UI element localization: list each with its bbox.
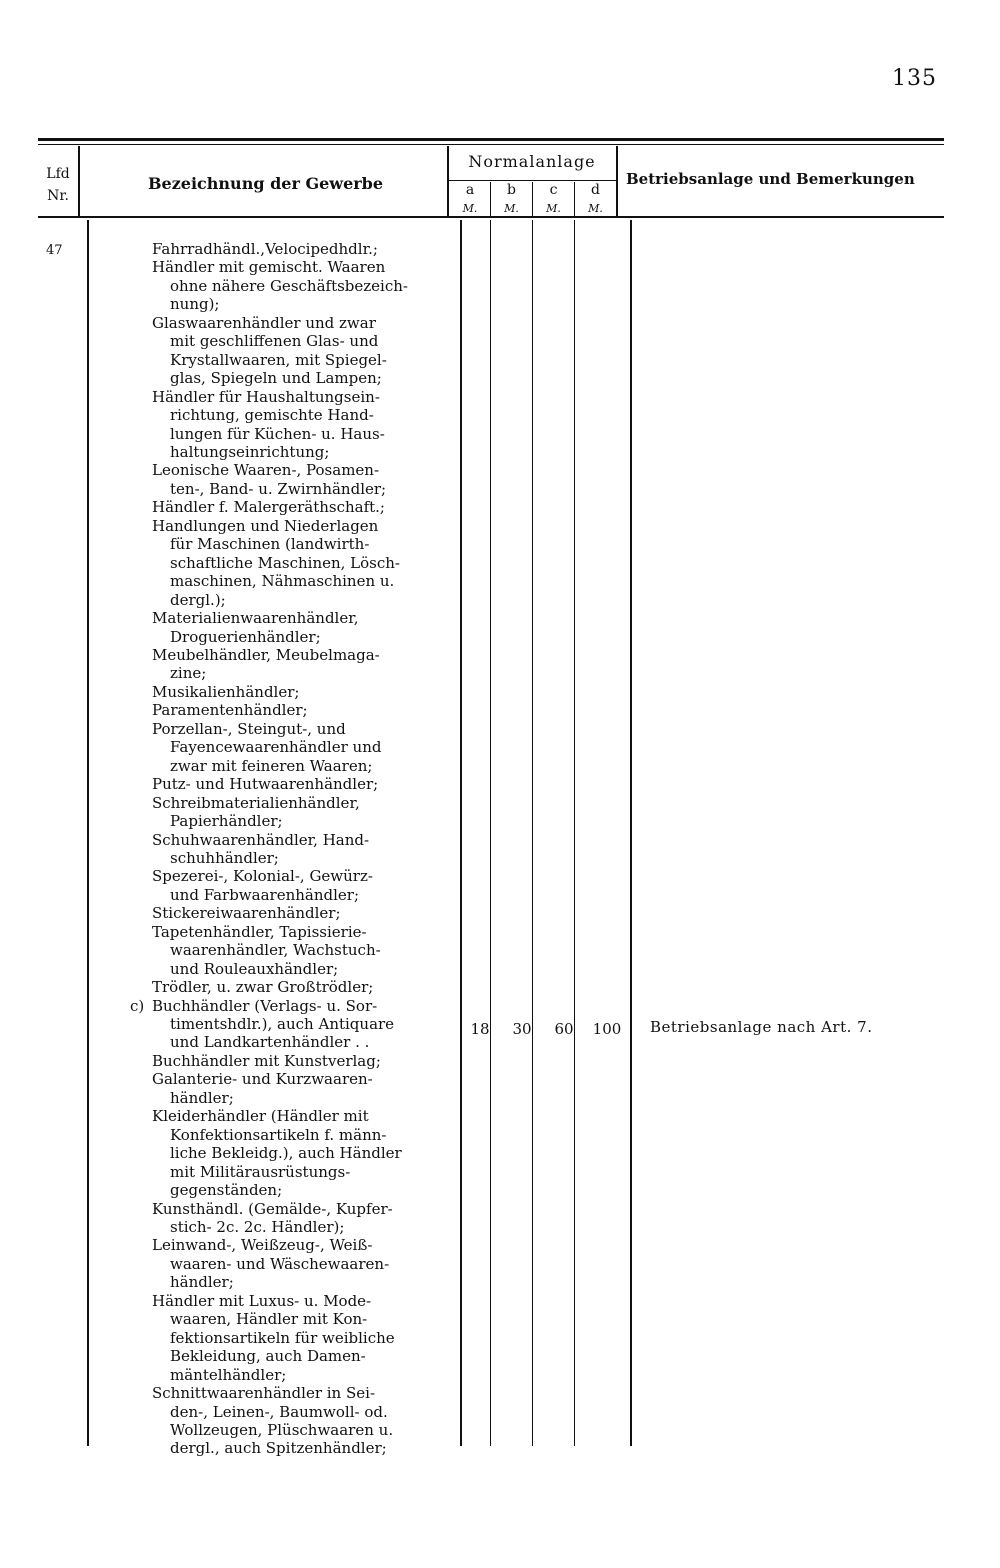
col-divider-number (78, 146, 80, 218)
header-normal: Normalanlage (468, 152, 596, 171)
entry-line: Putz- und Hutwaarenhändler; (152, 775, 379, 794)
col-divider-remarks (616, 146, 618, 218)
value-b: 30 (512, 1020, 532, 1038)
entry-line: Leinwand-, Weißzeug-, Weiß- (152, 1236, 373, 1255)
trade-entry (152, 867, 448, 904)
trade-entry (152, 1052, 448, 1070)
entry-line: Händler mit gemischt. Waaren (152, 258, 386, 277)
entry-line: Schnittwaarenhändler in Sei- (152, 1384, 376, 1403)
body-divider-cd (574, 220, 575, 1446)
top-rule-thick (38, 138, 944, 141)
entry-line: fektionsartikeln für weibliche (170, 1328, 395, 1347)
entry-line: Tapetenhändler, Tapissierie- (152, 922, 367, 941)
trade-entry (130, 996, 448, 1052)
entry-line: Leonische Waaren-, Posamen- (152, 461, 380, 480)
page-number: 135 (892, 66, 937, 91)
entry-line: richtung, gemischte Hand- (170, 406, 374, 425)
entry-line: Händler f. Malergeräthschaft.; (152, 498, 385, 517)
trade-entry (152, 646, 448, 683)
entry-line: Kleiderhändler (Händler mit (152, 1107, 369, 1126)
entry-line: Krystallwaaren, mit Spiegel- (170, 350, 387, 369)
entry-line: Paramentenhändler; (152, 701, 308, 720)
header-sub-a: a (465, 182, 475, 198)
entry-line: ohne nähere Geschäftsbezeich- (170, 276, 408, 295)
entry-line: Meubelhändler, Meubelmaga- (152, 645, 380, 664)
entry-line: Galanterie- und Kurzwaaren- (152, 1070, 373, 1089)
body-divider-number (87, 220, 89, 1446)
entry-line: händler; (170, 1273, 234, 1292)
body-divider-ab (490, 220, 491, 1446)
normal-subheader-rule (448, 180, 616, 181)
trade-entry (152, 609, 448, 646)
header-number-line1: Lfd (46, 166, 70, 182)
trade-entry (152, 1200, 448, 1237)
entry-line: Glaswaarenhändler und zwar (152, 313, 376, 332)
entry-line: ten-, Band- u. Zwirnhändler; (170, 479, 387, 498)
row-number: 47 (46, 243, 63, 258)
trade-entry (152, 461, 448, 498)
unit-a: M. (462, 202, 478, 215)
entry-line: Buchhändler (Verlags- u. Sor- (152, 996, 378, 1015)
trade-entry (152, 794, 448, 831)
entry-line: den-, Leinen-, Baumwoll- od. (170, 1402, 388, 1421)
entry-line: Händler für Haushaltungsein- (152, 387, 380, 406)
entry-line: Buchhändler mit Kunstverlag; (152, 1051, 381, 1070)
unit-c: M. (546, 202, 561, 215)
trade-entry (152, 314, 448, 388)
body-divider-designation (460, 220, 462, 1446)
entry-line: für Maschinen (landwirth- (170, 535, 370, 554)
trade-entry (152, 498, 448, 516)
trade-entry (152, 517, 448, 609)
entry-line: Stickereiwaarenhändler; (152, 904, 341, 923)
trade-entry (152, 701, 448, 719)
header-remarks: Betriebsanlage und Bemerkungen (626, 170, 915, 188)
entry-line: mit geschliffenen Glas- und (170, 332, 379, 351)
entry-line: timentshdlr.), auch Antiquare (170, 1015, 395, 1034)
entry-line: Fahrradhändl.,Velocipedhdlr.; (152, 240, 378, 258)
header-sub-d: d (591, 182, 600, 198)
entry-line: Handlungen und Niederlagen (152, 516, 379, 535)
entry-line: und Farbwaarenhändler; (170, 885, 359, 904)
remark-text: Betriebsanlage nach Art. 7. (650, 1018, 873, 1036)
header-sub-b: b (507, 182, 516, 198)
entry-line: dergl., auch Spitzenhändler; (170, 1439, 387, 1458)
trade-entry (152, 831, 448, 868)
header-designation: Bezeichnung der Gewerbe (148, 174, 384, 193)
trade-designation-list (130, 240, 448, 1458)
entry-line: mit Militärausrüstungs- (170, 1162, 351, 1181)
trade-entry (152, 904, 448, 922)
entry-line: dergl.); (170, 590, 226, 609)
top-rule-thin (38, 144, 944, 145)
entry-line: zine; (170, 664, 207, 683)
entry-line: Papierhändler; (170, 812, 283, 831)
entry-line: liche Bekleidg.), auch Händler (170, 1144, 402, 1163)
entry-line: Droguerienhändler; (170, 627, 321, 646)
value-d: 100 (592, 1020, 622, 1038)
entry-line: Händler mit Luxus- u. Mode- (152, 1291, 372, 1310)
entry-line: Wollzeugen, Plüschwaaren u. (170, 1421, 394, 1439)
trade-entry (152, 978, 448, 996)
entry-line: schuhhändler; (170, 848, 279, 867)
entry-line: haltungseinrichtung; (170, 442, 330, 461)
unit-b: M. (504, 202, 519, 215)
trade-entry (152, 1384, 448, 1458)
body-divider-bc (532, 220, 533, 1446)
entry-line: zwar mit feineren Waaren; (170, 756, 373, 775)
trade-entry (152, 1236, 448, 1291)
trade-entry (152, 258, 448, 313)
trade-entry (152, 720, 448, 775)
entry-line: Kunsthändl. (Gemälde-, Kupfer- (152, 1199, 393, 1218)
header-sub-c: c (549, 182, 558, 198)
entry-line: glas, Spiegeln und Lampen; (170, 369, 382, 388)
trade-entry (152, 923, 448, 978)
entry-line: Schuhwaarenhändler, Hand- (152, 830, 370, 849)
trade-entry (152, 1107, 448, 1199)
value-a: 18 (470, 1020, 490, 1038)
trade-entry (152, 1070, 448, 1107)
entry-line: lungen für Küchen- u. Haus- (170, 424, 385, 443)
trade-entry (152, 775, 448, 793)
unit-d: M. (588, 202, 603, 215)
value-c: 60 (554, 1020, 574, 1038)
entry-line: Spezerei-, Kolonial-, Gewürz- (152, 867, 373, 886)
entry-line: maschinen, Nähmaschinen u. (170, 572, 395, 591)
trade-entry (152, 240, 448, 258)
entry-line: Musikalienhändler; (152, 682, 300, 701)
header-bottom-rule (38, 216, 944, 218)
entry-line: Konfektionsartikeln f. männ- (170, 1125, 387, 1144)
body-divider-remarks (630, 220, 632, 1446)
entry-line: Fayencewaarenhändler und (170, 738, 382, 757)
trade-entry (152, 1292, 448, 1384)
trade-entry (152, 388, 448, 462)
trade-entry (152, 683, 448, 701)
entry-line: gegenständen; (170, 1181, 283, 1200)
entry-line: schaftliche Maschinen, Lösch- (170, 553, 400, 572)
entry-line: und Landkartenhändler . . (170, 1033, 370, 1052)
entry-line: nung); (170, 295, 220, 314)
entry-line: waaren, Händler mit Kon- (170, 1310, 368, 1329)
entry-line: und Rouleauxhändler; (170, 959, 339, 978)
entry-line: Porzellan-, Steingut-, und (152, 719, 346, 738)
entry-line: waaren- und Wäschewaaren- (170, 1254, 390, 1273)
header-number-line2: Nr. (47, 188, 69, 204)
entry-line: Schreibmaterialienhändler, (152, 793, 360, 812)
entry-line: Bekleidung, auch Damen- (170, 1347, 366, 1366)
entry-prefix: c) (130, 996, 145, 1015)
entry-line: mäntelhändler; (170, 1365, 287, 1384)
entry-line: Materialienwaarenhändler, (152, 609, 359, 628)
entry-line: händler; (170, 1088, 234, 1107)
entry-line: Trödler, u. zwar Großtrödler; (152, 978, 374, 997)
entry-line: stich- 2c. 2c. Händler); (170, 1218, 345, 1237)
entry-line: waarenhändler, Wachstuch- (170, 941, 381, 960)
